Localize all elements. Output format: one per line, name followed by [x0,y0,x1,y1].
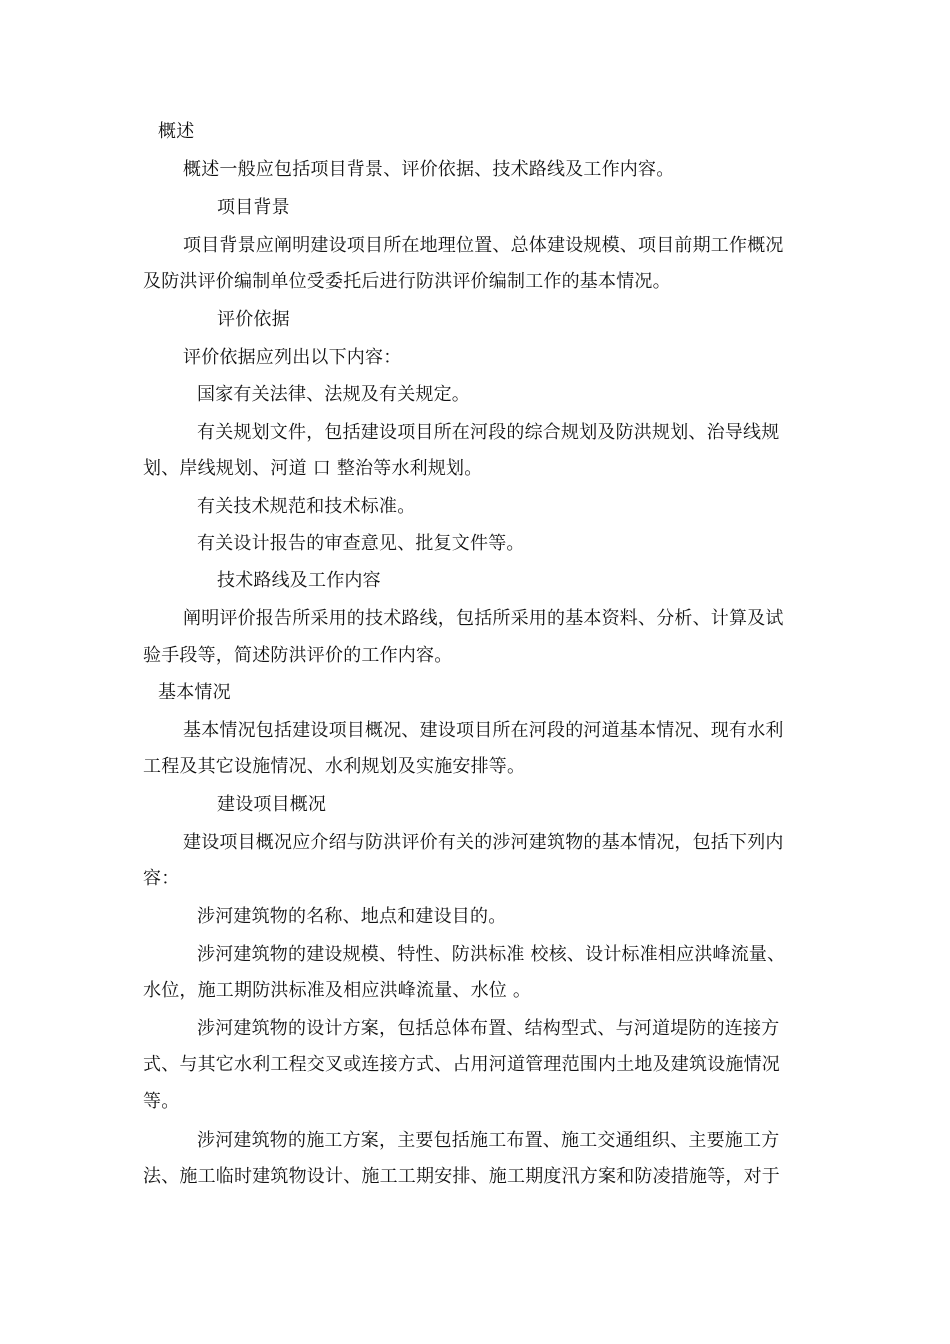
list-item: 涉河建筑物的建设规模、特性、防洪标准 校核、设计标准相应洪峰流量、 [197,944,786,965]
heading-basic-situation: 基本情况 [158,682,231,703]
paragraph-line: 容： [143,868,180,889]
list-item: 有关技术规范和技术标准。 [197,496,416,517]
paragraph-line: 阐明评价报告所采用的技术路线，包括所采用的基本资料、分析、计算及试 [183,608,784,629]
heading-project-background: 项目背景 [217,197,290,218]
list-item-continuation: 法、施工临时建筑物设计、施工工期安排、施工期度汛方案和防凌措施等，对于 [143,1166,780,1187]
list-item: 国家有关法律、法规及有关规定。 [197,384,470,405]
paragraph-line: 建设项目概况应介绍与防洪评价有关的涉河建筑物的基本情况，包括下列内 [183,832,784,853]
list-item: 涉河建筑物的设计方案，包括总体布置、结构型式、与河道堤防的连接方 [197,1018,780,1039]
list-item-continuation: 式、与其它水利工程交叉或连接方式、占用河道管理范围内土地及建筑设施情况 [143,1054,780,1075]
list-item: 涉河建筑物的施工方案，主要包括施工布置、施工交通组织、主要施工方 [197,1130,780,1151]
paragraph-line: 评价依据应列出以下内容： [183,347,402,368]
heading-evaluation-basis: 评价依据 [217,309,290,330]
list-item-continuation: 划、岸线规划、河道 口 整治等水利规划。 [143,458,483,479]
paragraph-line: 及防洪评价编制单位受委托后进行防洪评价编制工作的基本情况。 [143,271,671,292]
heading-technical-route: 技术路线及工作内容 [217,570,381,591]
paragraph-line: 概述一般应包括项目背景、评价依据、技术路线及工作内容。 [183,159,675,180]
list-item: 有关设计报告的审查意见、批复文件等。 [197,533,525,554]
list-item-continuation: 水位，施工期防洪标准及相应洪峰流量、水位 。 [143,980,532,1001]
paragraph-line: 验手段等，简述防洪评价的工作内容。 [143,645,453,666]
heading-overview: 概述 [158,121,195,142]
paragraph-line: 项目背景应阐明建设项目所在地理位置、总体建设规模、项目前期工作概况 [183,235,784,256]
paragraph-line: 基本情况包括建设项目概况、建设项目所在河段的河道基本情况、现有水利 [183,720,784,741]
list-item-continuation: 等。 [143,1091,180,1112]
paragraph-line: 工程及其它设施情况、水利规划及实施安排等。 [143,756,526,777]
heading-project-overview: 建设项目概况 [217,794,327,815]
list-item: 涉河建筑物的名称、地点和建设目的。 [197,906,507,927]
list-item: 有关规划文件，包括建设项目所在河段的综合规划及防洪规划、治导线规 [197,422,780,443]
